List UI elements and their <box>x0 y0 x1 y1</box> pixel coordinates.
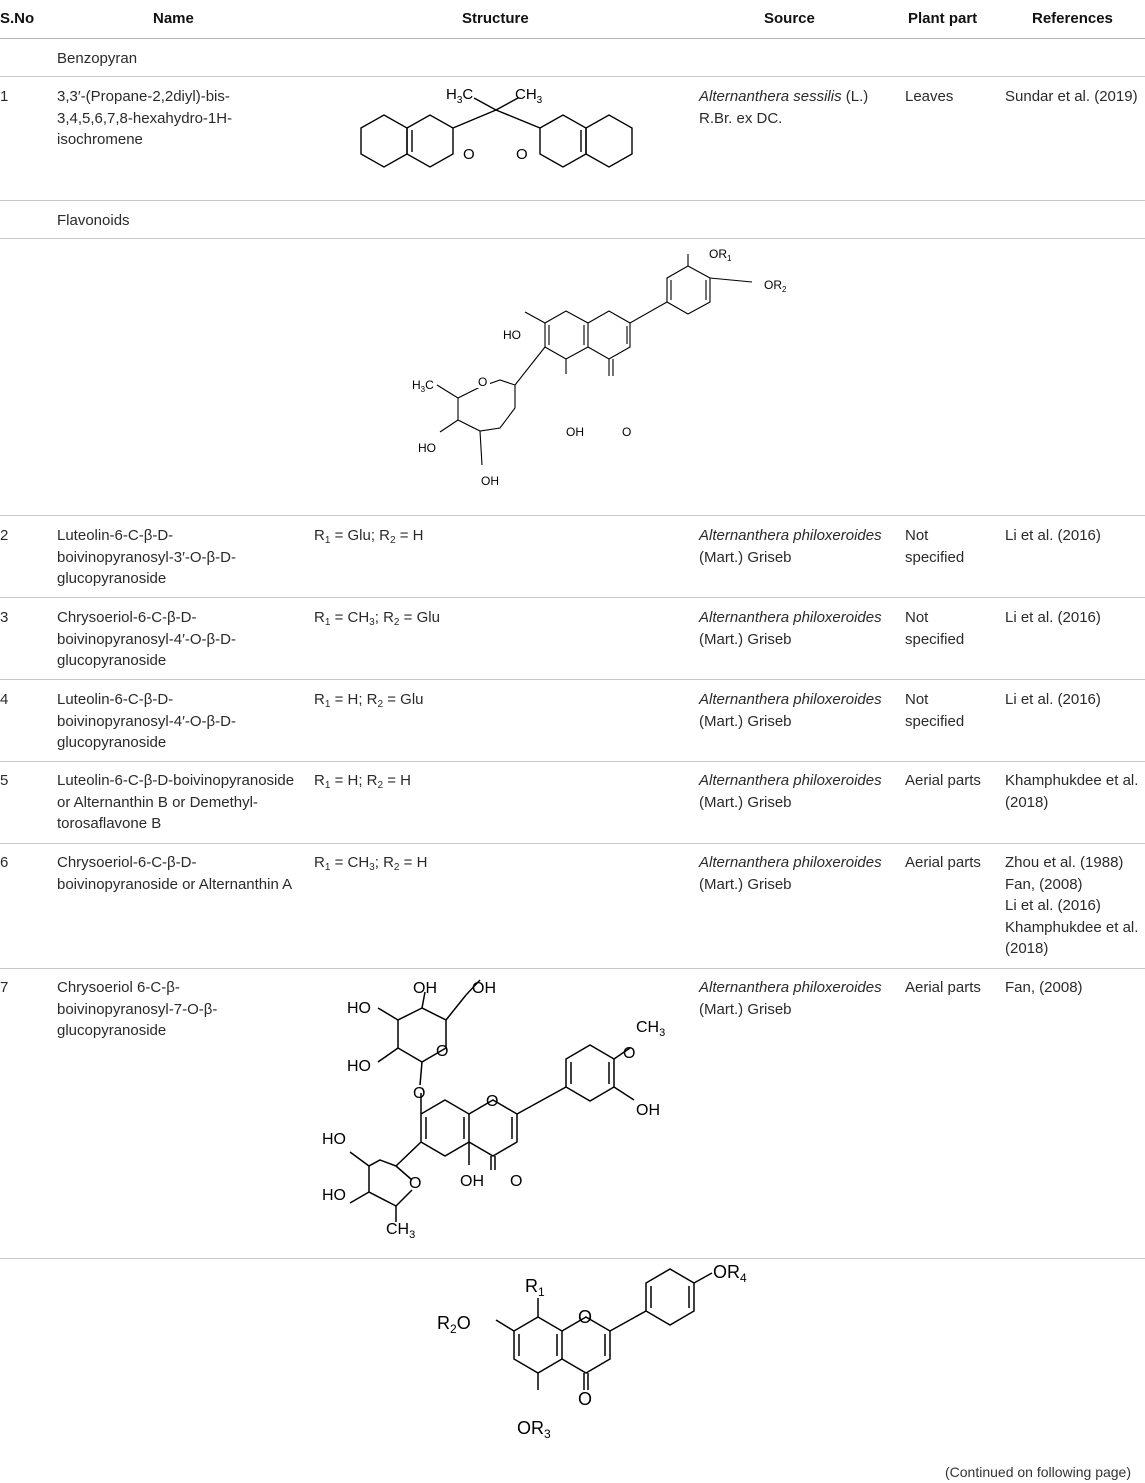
row3-reference: Li et al. (2016) <box>1005 609 1101 626</box>
svg-text:CH3: $CH_3$ <box>636 1019 666 1039</box>
source-authority: (Mart.) Griseb <box>699 548 792 566</box>
row7-sno: 7 <box>0 979 9 996</box>
svg-text:CH3: $CH_3$ <box>386 1221 416 1241</box>
svg-text:R2O: $R_2O$ <box>437 1313 471 1336</box>
glycosidic-oxygen-label: O <box>413 1085 426 1102</box>
row2-name: Luteolin-6-C-β-D-boivinopyranosyl-3′-O-β-D-glucopyranoside <box>57 527 236 587</box>
source-authority: (L.) R.Br. ex DC. <box>699 88 869 127</box>
svg-text:OR1: $OR_1$ <box>709 247 732 263</box>
continued-note: (Continued on following page) <box>944 1464 1131 1480</box>
hydroxyl-label: OH <box>481 474 499 488</box>
row6-structure: $R_1 = CH_3$; $R_2 = H$ <box>314 854 428 873</box>
row4-structure: $R_1 = H$; $R_2$ = Glu <box>314 691 424 710</box>
hydroxyl-label: HO <box>322 1187 346 1204</box>
reference-item: Zhou et al. (1988) <box>1005 854 1124 871</box>
row4-plant-part: Not specified <box>905 691 965 730</box>
row2-sno: 2 <box>0 527 9 544</box>
row7-plant-part: Aerial parts <box>905 979 981 996</box>
ring-oxygen-label: O <box>486 1093 499 1110</box>
hydroxyl-label: HO <box>347 1058 371 1075</box>
row3-name: Chrysoeriol-6-C-β-D-boivinopyranosyl-4′-O-β-D-glucopyranoside <box>57 609 236 669</box>
source-authority: (Mart.) Griseb <box>699 712 792 730</box>
carbonyl-oxygen-label: O <box>578 1389 593 1409</box>
source-genus: Alternanthera sessilis <box>699 88 842 105</box>
source-authority: (Mart.) Griseb <box>699 793 792 811</box>
row6-plant-part: Aerial parts <box>905 854 981 871</box>
row6-sno: 6 <box>0 854 9 871</box>
hydroxyl-label: OH <box>472 980 496 997</box>
row2-reference: Li et al. (2016) <box>1005 527 1101 544</box>
svg-text:OR3: $OR_3$ <box>517 1418 551 1441</box>
row6-name: Chrysoeriol-6-C-β-D-boivinopyranoside or Alternanthin A <box>57 854 293 893</box>
row5-structure: $R_1 = H$; $R_2 = H$ <box>314 772 412 791</box>
hydroxyl-label: OH <box>566 425 584 439</box>
header-structure: Structure <box>462 10 529 27</box>
source-genus: Alternanthera philoxeroides <box>699 527 882 544</box>
svg-text:R1: $R_1$ <box>525 1276 545 1299</box>
row3-sno: 3 <box>0 609 9 626</box>
ring-oxygen-label: O <box>478 375 488 389</box>
row1-name: 3,3′-(Propane-2,2diyl)-bis-3,4,5,6,7,8-hexahydro-1H-isochromene <box>57 88 233 148</box>
row5-reference: Khamphukdee et al. (2018) <box>1005 772 1139 811</box>
svg-text:CH3: $CH_3$ <box>515 86 543 106</box>
svg-text:OR4: $OR_4$ <box>713 1262 747 1285</box>
ring-oxygen-label: O <box>409 1175 422 1192</box>
row5-plant-part: Aerial parts <box>905 772 981 789</box>
hydroxyl-label: OH <box>636 1102 660 1119</box>
row4-reference: Li et al. (2016) <box>1005 691 1101 708</box>
ring-oxygen-label: O <box>463 146 475 163</box>
row3-plant-part: Not specified <box>905 609 965 648</box>
row7-name: Chrysoeriol 6-C-β-boivinopyranosyl-7-O-β-glucopyranoside <box>57 979 218 1039</box>
row4-name: Luteolin-6-C-β-D-boivinopyranosyl-4′-O-β-D-glucopyranoside <box>57 691 236 751</box>
svg-text:OR2: $OR_2$ <box>764 278 787 294</box>
source-authority: (Mart.) Griseb <box>699 1000 792 1018</box>
hydroxyl-label: HO <box>322 1131 346 1148</box>
reference-item: Fan, (2008) <box>1005 875 1083 893</box>
hydroxyl-label: HO <box>347 1000 371 1017</box>
hydroxyl-label: OH <box>460 1173 484 1190</box>
reference-item: Li et al. (2016) <box>1005 897 1101 914</box>
row1-reference: Sundar et al. (2019) <box>1005 88 1138 105</box>
svg-text:H3C: $H_3C$ <box>412 378 434 394</box>
reference-item: Khamphukdee et al. (2018) <box>1005 918 1139 957</box>
source-genus: Alternanthera philoxeroides <box>699 772 882 789</box>
hydroxyl-label: OH <box>413 980 437 997</box>
row4-sno: 4 <box>0 691 9 708</box>
section-benzopyran: Benzopyran <box>57 50 138 67</box>
ring-oxygen-label: O <box>516 146 528 163</box>
svg-text:H3C: $H_3C$ <box>446 86 474 106</box>
hydroxyl-label: HO <box>418 441 436 455</box>
row2-plant-part: Not specified <box>905 527 965 566</box>
header-sno: S.No <box>0 10 35 27</box>
source-genus: Alternanthera philoxeroides <box>699 854 882 871</box>
row3-structure: $R_1 = CH_3$; $R_2$ = Glu <box>314 609 440 628</box>
row7-reference: Fan, (2008) <box>1005 979 1083 996</box>
source-genus: Alternanthera philoxeroides <box>699 979 882 996</box>
source-genus: Alternanthera philoxeroides <box>699 691 882 708</box>
header-plant-part: Plant part <box>908 10 978 27</box>
carbonyl-oxygen-label: O <box>622 425 632 439</box>
ring-oxygen-label: O <box>436 1043 449 1060</box>
ring-oxygen-label: O <box>578 1307 593 1327</box>
carbonyl-oxygen-label: O <box>510 1173 523 1190</box>
source-authority: (Mart.) Griseb <box>699 875 792 893</box>
header-name: Name <box>153 10 194 27</box>
source-authority: (Mart.) Griseb <box>699 630 792 648</box>
section-flavonoids: Flavonoids <box>57 212 130 229</box>
header-source: Source <box>764 10 815 27</box>
row1-sno: 1 <box>0 88 9 105</box>
header-references: References <box>1032 10 1113 27</box>
row5-name: Luteolin-6-C-β-D-boivinopyranoside or Alternanthin B or Demethyl-torosaflavone B <box>57 772 295 832</box>
row2-structure: $R_1$ = Glu; $R_2 = H$ <box>314 527 424 546</box>
row1-plant-part: Leaves <box>905 88 954 105</box>
row5-sno: 5 <box>0 772 9 789</box>
source-genus: Alternanthera philoxeroides <box>699 609 882 626</box>
methoxy-oxygen-label: O <box>623 1045 636 1062</box>
hydroxyl-label: HO <box>503 328 521 342</box>
